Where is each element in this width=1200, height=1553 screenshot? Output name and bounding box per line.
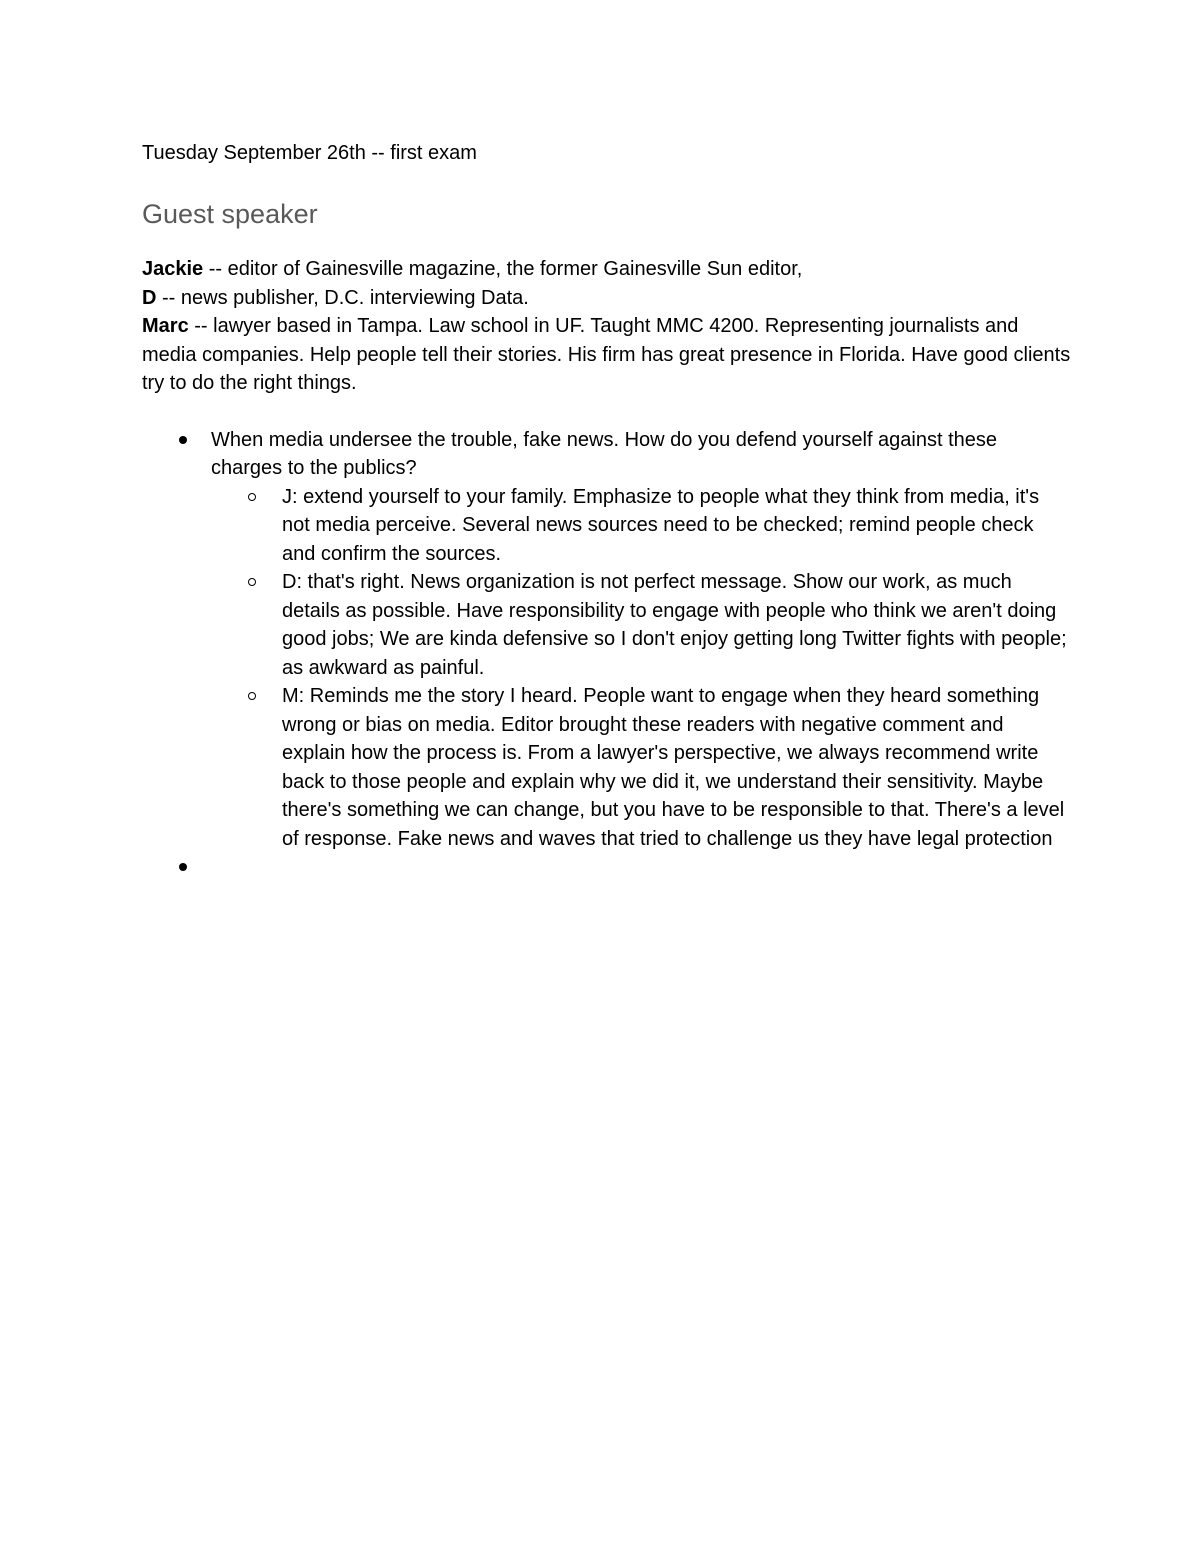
section-heading: Guest speaker (142, 199, 318, 229)
answer-list (211, 483, 1072, 854)
hollow-circle-icon (248, 692, 256, 700)
answer-text: J: extend yourself to your family. Emphasize to people what they think from media, it's not media perceive. Several news sources need to be checked; remind people check and confirm the sources. (282, 485, 1040, 565)
list-item-empty (142, 853, 1072, 882)
discussion-list (142, 426, 1072, 882)
document-subtitle: Tuesday September 26th -- first exam (142, 142, 477, 164)
speaker-d (142, 284, 1072, 313)
speaker-name: D (142, 286, 157, 309)
bullet-dot-icon (179, 863, 187, 871)
hollow-circle-icon (248, 493, 256, 501)
question-text: When media undersee the trouble, fake news. How do you defend yourself against these charges to the publics? (211, 428, 998, 479)
speaker-description: -- editor of Gainesville magazine, the former Gainesville Sun editor, (203, 258, 803, 280)
speaker-name: Jackie (142, 258, 204, 280)
answer-item-d (211, 568, 1072, 682)
speaker-description: -- lawyer based in Tampa. Law school in UF. Taught MMC 4200. Representing journalists and media companies. Help people tell their stories. His firm has great presence in Florida. Have good clients try to do the right things. (142, 315, 1071, 394)
speaker-description: -- news publisher, D.C. interviewing Data. (156, 286, 529, 309)
bullet-dot-icon (179, 436, 187, 444)
list-item (142, 426, 1072, 854)
answer-text: M: Reminds me the story I heard. People want to engage when they heard something wrong or bias on media. Editor brought these readers with negative comment and explain how the process is. From a lawyer's perspective, we always recommend write back to those people and explain why we did it, we understand their sensitivity. Maybe there's something we can change, but you have to be responsible to that. There's a level of response. Fake news and waves that tried to challenge us they have legal protection (282, 685, 1065, 850)
answer-text: D: that's right. News organization is not perfect message. Show our work, as much details as possible. Have responsibility to engage with people who think we aren't doing good jobs; We are kinda defensive so I don't enjoy getting long Twitter fights with people; as awkward as painful. (282, 571, 1067, 679)
speaker-jackie (142, 255, 1072, 284)
document-page (142, 137, 1072, 882)
speaker-marc (142, 312, 1072, 398)
answer-item-j (211, 483, 1072, 569)
speaker-name: Marc (142, 315, 189, 337)
answer-item-m (211, 682, 1072, 853)
hollow-circle-icon (248, 578, 256, 586)
speaker-list (142, 255, 1072, 398)
